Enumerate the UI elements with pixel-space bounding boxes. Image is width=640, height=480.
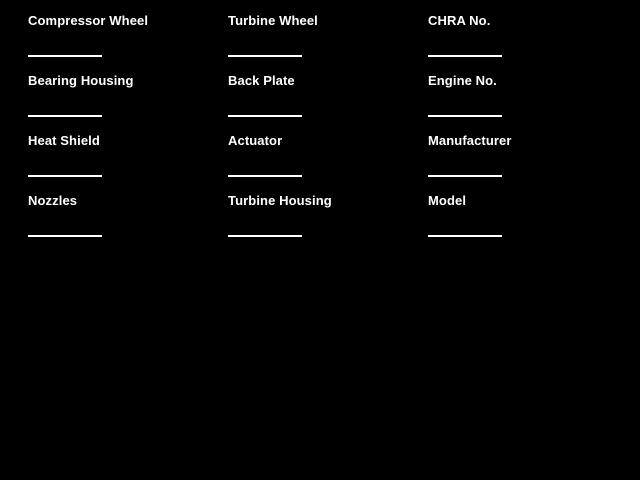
turbine-housing-input[interactable] [228, 221, 302, 237]
field-label: Turbine Housing [228, 193, 332, 208]
field-nozzles [28, 194, 228, 254]
compressor-wheel-input[interactable] [28, 41, 102, 57]
field-label: Back Plate [228, 73, 295, 88]
actuator-input[interactable] [228, 161, 302, 177]
field-compressor-wheel [28, 14, 228, 74]
field-label: Manufacturer [428, 133, 512, 148]
field-turbine-housing [228, 194, 428, 254]
field-bearing-housing [28, 74, 228, 134]
field-label: Turbine Wheel [228, 13, 318, 28]
model-input[interactable] [428, 221, 502, 237]
engine-no-input[interactable] [428, 101, 502, 117]
field-heat-shield [28, 134, 228, 194]
field-label: Bearing Housing [28, 73, 134, 88]
field-label: Compressor Wheel [28, 13, 149, 28]
field-engine-no [428, 74, 628, 134]
manufacturer-input[interactable] [428, 161, 502, 177]
field-turbine-wheel [228, 14, 428, 74]
bearing-housing-input[interactable] [28, 101, 102, 117]
fields-grid [28, 14, 628, 254]
field-label: Nozzles [28, 193, 78, 208]
chra-no-input[interactable] [428, 41, 502, 57]
field-label: Heat Shield [28, 133, 100, 148]
turbine-wheel-input[interactable] [228, 41, 302, 57]
field-label: Actuator [228, 133, 283, 148]
field-back-plate [228, 74, 428, 134]
field-label: Model [428, 193, 467, 208]
field-model [428, 194, 628, 254]
field-label: Engine No. [428, 73, 497, 88]
field-actuator [228, 134, 428, 194]
nozzles-input[interactable] [28, 221, 102, 237]
field-label: CHRA No. [428, 13, 491, 28]
heat-shield-input[interactable] [28, 161, 102, 177]
back-plate-input[interactable] [228, 101, 302, 117]
field-chra-no [428, 14, 628, 74]
field-manufacturer [428, 134, 628, 194]
